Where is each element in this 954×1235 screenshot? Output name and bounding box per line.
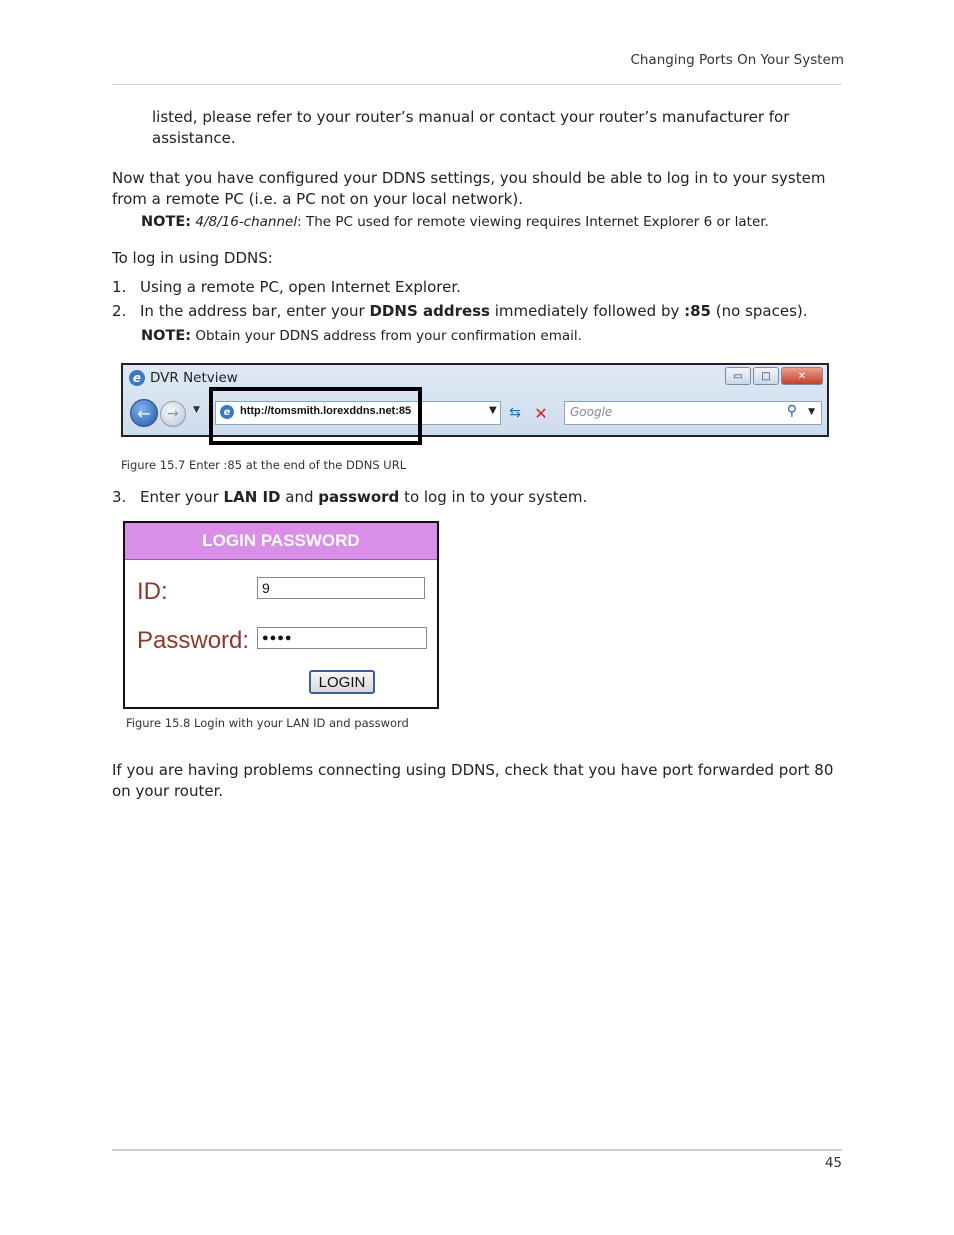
step-text: to log in to your system. (399, 488, 588, 506)
password-label: Password: (137, 627, 250, 654)
header-rule (112, 84, 842, 85)
step-1 (112, 278, 461, 296)
note-label: NOTE: (141, 214, 192, 230)
login-button[interactable]: LOGIN (309, 670, 375, 694)
login-title: LOGIN PASSWORD (202, 531, 360, 550)
note-text: Obtain your DDNS address from your confirmation email. (191, 328, 582, 344)
maximize-button[interactable]: □ (753, 367, 779, 385)
step-text: (no spaces). (711, 302, 808, 320)
page-number: 45 (824, 1155, 842, 1171)
note-channels: 4/8/16-channel (195, 214, 298, 230)
step-number: 2. (112, 302, 127, 320)
step-bold-port: :85 (684, 302, 711, 320)
browser-title: DVR Netview (150, 370, 238, 386)
step-bold-ddns: DDNS address (369, 302, 490, 320)
footer-rule (112, 1149, 842, 1151)
closing-paragraph: If you are having problems connecting using DDNS, check that you have port forwarded port 80 on your router. (112, 761, 834, 800)
step-bold-lan-id: LAN ID (223, 488, 281, 506)
step-text: and (280, 488, 319, 506)
step-3 (112, 488, 587, 506)
login-dialog (123, 521, 439, 709)
step-number: 1. (112, 278, 127, 296)
note-text: : The PC used for remote viewing requires Internet Explorer 6 or later. (297, 214, 769, 230)
internet-explorer-icon: e (129, 370, 145, 386)
login-intro: To log in using DDNS: (112, 249, 273, 267)
forward-button[interactable] (160, 401, 186, 427)
note-internet-explorer (141, 214, 769, 230)
refresh-icon[interactable]: ⇆ (509, 405, 521, 421)
stop-icon[interactable]: ✕ (534, 403, 548, 423)
address-dropdown-icon[interactable]: ▼ (489, 405, 497, 416)
minimize-button[interactable]: ▭ (725, 367, 751, 385)
search-input[interactable]: Google (570, 405, 613, 419)
history-dropdown-icon[interactable]: ▼ (193, 405, 200, 415)
running-header: Changing Ports On Your System (630, 52, 844, 68)
step-text: Using a remote PC, open Internet Explorer. (140, 278, 461, 296)
note-label: NOTE: (141, 328, 192, 344)
page-icon: e (220, 405, 234, 419)
step-number: 3. (112, 488, 127, 506)
step-text: Enter your (140, 488, 224, 506)
intro-continuation: listed, please refer to your router’s manual or contact your router’s manufacturer for assistance. (152, 108, 790, 147)
search-icon[interactable]: ⚲ (786, 403, 797, 419)
note-ddns-address (141, 328, 582, 344)
search-dropdown-icon[interactable]: ▼ (808, 407, 815, 417)
figure-caption-15-7: Figure 15.7 Enter :85 at the end of the DDNS URL (121, 458, 407, 472)
window-controls (725, 367, 823, 385)
forward-arrow-icon: → (167, 406, 179, 422)
address-input[interactable]: http://tomsmith.lorexddns.net:85 (240, 405, 412, 417)
step-2 (112, 302, 808, 320)
browser-title-bar (129, 370, 238, 386)
back-arrow-icon: ← (137, 403, 151, 423)
search-box[interactable] (564, 401, 822, 425)
password-input[interactable]: ●●●● (257, 627, 427, 649)
ddns-login-paragraph: Now that you have configured your DDNS settings, you should be able to log in to your system from a remote PC (i.e. a PC not on your local network). (112, 169, 826, 208)
step-text: In the address bar, enter your (140, 302, 370, 320)
step-bold-password: password (318, 488, 400, 506)
id-input[interactable]: 9 (257, 577, 425, 599)
close-button[interactable]: ✕ (781, 367, 823, 385)
back-button[interactable] (130, 399, 158, 427)
figure-caption-15-8: Figure 15.8 Login with your LAN ID and password (126, 716, 409, 730)
id-label: ID: (137, 578, 168, 605)
address-highlight-box (209, 387, 422, 445)
step-text: immediately followed by (490, 302, 685, 320)
